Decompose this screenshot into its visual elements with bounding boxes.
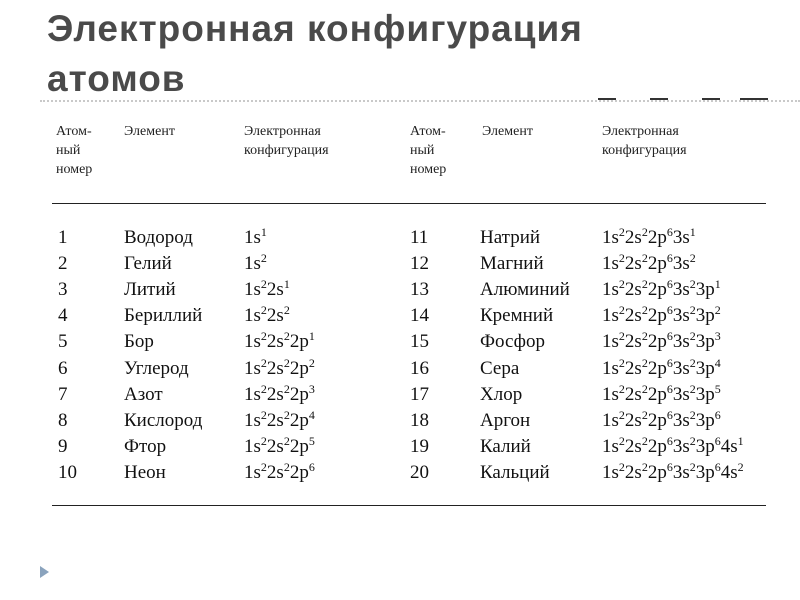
atomic-number: 6 bbox=[58, 358, 68, 379]
electron-configuration: $1s^22s^22p^63s^2$ bbox=[602, 251, 696, 274]
element-name: Хлор bbox=[480, 384, 523, 405]
atomic-number: 7 bbox=[58, 384, 68, 405]
atomic-number: 3 bbox=[58, 279, 68, 300]
element-name: Сера bbox=[480, 358, 520, 379]
atomic-number: 16 bbox=[410, 358, 429, 379]
header-element-left: Элемент bbox=[124, 124, 175, 139]
atomic-number: 11 bbox=[410, 227, 429, 248]
atomic-number: 12 bbox=[410, 253, 429, 274]
electron-configuration: $1s^22s^22p^6$ bbox=[244, 460, 315, 483]
electron-configuration: $1s^22s^22p^63s^23p^4$ bbox=[602, 356, 721, 379]
atomic-number: 9 bbox=[58, 436, 68, 457]
element-name: Водород bbox=[124, 227, 193, 248]
title-line-2: атомов bbox=[47, 58, 186, 99]
table-top-edge-marks bbox=[590, 98, 770, 104]
electron-configuration: $1s^22s^22p^3$ bbox=[244, 382, 315, 405]
header-configuration-right: Электронная конфигурация bbox=[602, 124, 687, 158]
electron-configuration: $1s^22s^22p^63s^23p^64s^2$ bbox=[602, 460, 744, 483]
electron-configuration: $1s^22s^22p^63s^23p^6$ bbox=[602, 408, 721, 431]
atomic-number: 20 bbox=[410, 462, 429, 483]
atomic-number: 17 bbox=[410, 384, 429, 405]
element-name: Натрий bbox=[480, 227, 541, 248]
electron-configuration: $1s^1$ bbox=[244, 225, 267, 248]
atomic-number: 10 bbox=[58, 462, 77, 483]
electron-configuration: $1s^22s^22p^63s^23p^3$ bbox=[602, 329, 721, 352]
electron-configuration: $1s^22s^1$ bbox=[244, 277, 290, 300]
header-atomic-number-left: Атом- ный номер bbox=[56, 124, 93, 177]
electron-configuration: $1s^22s^22p^63s^1$ bbox=[602, 225, 696, 248]
electron-configuration: $1s^22s^22p^63s^23p^1$ bbox=[602, 277, 721, 300]
electron-configuration: $1s^22s^22p^4$ bbox=[244, 408, 315, 431]
element-name: Кремний bbox=[480, 305, 554, 326]
header-configuration-left: Электронная конфигурация bbox=[244, 124, 329, 158]
electron-configuration: $1s^22s^22p^5$ bbox=[244, 434, 315, 457]
electron-configuration: $1s^22s^22p^63s^23p^5$ bbox=[602, 382, 721, 405]
page-title bbox=[47, 4, 583, 104]
atomic-number: 4 bbox=[58, 305, 68, 326]
electron-configuration: $1s^22s^22p^63s^23p^2$ bbox=[602, 303, 721, 326]
element-name: Фосфор bbox=[480, 331, 545, 352]
atomic-number: 15 bbox=[410, 331, 429, 352]
element-name: Фтор bbox=[124, 436, 167, 457]
atomic-number: 2 bbox=[58, 253, 68, 274]
element-name: Магний bbox=[480, 253, 544, 274]
header-element-right: Элемент bbox=[482, 124, 533, 139]
atomic-number: 14 bbox=[410, 305, 429, 326]
element-name: Азот bbox=[124, 384, 163, 405]
electron-configuration: $1s^22s^22p^2$ bbox=[244, 356, 315, 379]
element-name: Кальций bbox=[480, 462, 550, 483]
bullet-arrow-icon bbox=[40, 566, 49, 578]
element-name: Бериллий bbox=[124, 305, 203, 326]
title-line-1: Электронная конфигурация bbox=[47, 8, 583, 49]
electron-configuration: $1s^22s^22p^63s^23p^64s^1$ bbox=[602, 434, 744, 457]
element-name: Алюминий bbox=[480, 279, 570, 300]
header-rule bbox=[52, 203, 766, 204]
element-name: Кислород bbox=[124, 410, 203, 431]
element-name: Аргон bbox=[480, 410, 531, 431]
electron-configuration: $1s^22s^2$ bbox=[244, 303, 290, 326]
element-name: Калий bbox=[480, 436, 531, 457]
electron-configuration: $1s^2$ bbox=[244, 251, 267, 274]
element-name: Бор bbox=[124, 331, 154, 352]
electron-configuration: $1s^22s^22p^1$ bbox=[244, 329, 315, 352]
atomic-number: 13 bbox=[410, 279, 429, 300]
atomic-number: 8 bbox=[58, 410, 68, 431]
bottom-rule bbox=[52, 505, 766, 506]
element-name: Неон bbox=[124, 462, 166, 483]
atomic-number: 19 bbox=[410, 436, 429, 457]
atomic-number: 18 bbox=[410, 410, 429, 431]
atomic-number: 5 bbox=[58, 331, 68, 352]
element-name: Литий bbox=[124, 279, 176, 300]
atomic-number: 1 bbox=[58, 227, 68, 248]
element-name: Углерод bbox=[124, 358, 189, 379]
element-name: Гелий bbox=[124, 253, 172, 274]
header-atomic-number-right: Атом- ный номер bbox=[410, 124, 447, 177]
